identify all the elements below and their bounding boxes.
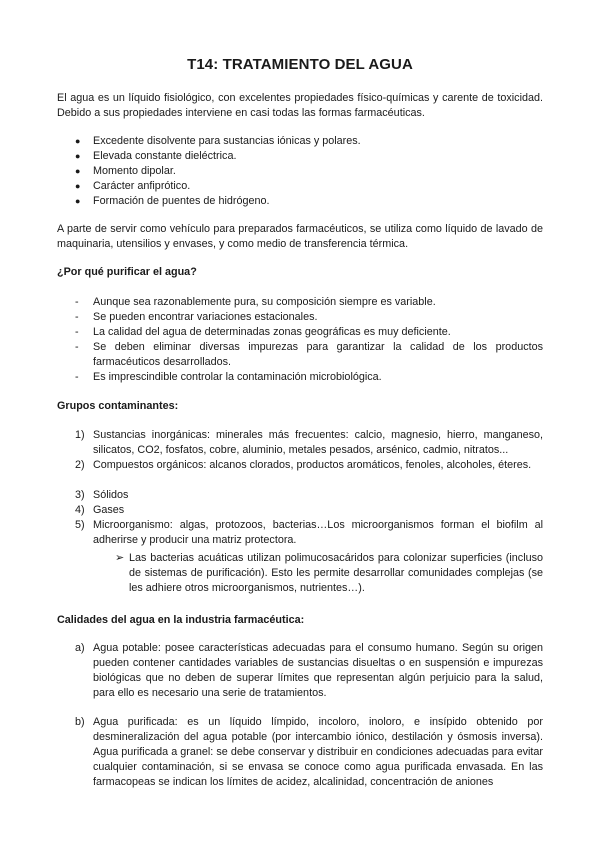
section-heading-why: ¿Por qué purificar el agua? xyxy=(57,266,197,278)
list-item: Carácter anfiprótico. xyxy=(93,180,191,192)
list-item: Aunque sea razonablemente pura, su composición siempre es variable. xyxy=(93,296,436,308)
page-title: T14: TRATAMIENTO DEL AGUA xyxy=(187,56,413,73)
bullet-icon: ● xyxy=(75,151,81,161)
dash-marker: - xyxy=(75,341,79,353)
section-heading-groups: Grupos contaminantes: xyxy=(57,400,179,412)
bullet-icon: ● xyxy=(75,166,81,176)
list-item: La calidad del agua de determinadas zonas geográficas es muy deficiente. xyxy=(93,326,451,338)
list-item: Excedente disolvente para sustancias iónicas y polares. xyxy=(93,135,361,147)
list-item: Agua potable: posee características adecuadas para el consumo humano. Según su origen pueden contener cantidades variables de sustancias disueltas o en suspensión e impurezas biológicas que no deben de superar límites que representan algún perjuicio para la salud, para ello es necesario una serie de tratamientos. xyxy=(93,642,543,699)
list-item: Sustancias inorgánicas: minerales más frecuentes: calcio, magnesio, hierro, manganeso, silicatos, CO2, fosfatos, cobre, aluminio, metales pesados, arsénico, cadmio, nitratos... xyxy=(93,429,543,456)
arrow-bullet-icon: ➢ xyxy=(115,552,125,564)
number-marker: 5) xyxy=(75,519,85,531)
letter-marker: a) xyxy=(75,642,85,654)
number-marker: 3) xyxy=(75,489,85,501)
bullet-icon: ● xyxy=(75,196,81,206)
number-marker: 1) xyxy=(75,429,85,441)
uses-paragraph: A parte de servir como vehículo para preparados farmacéuticos, se utiliza como líquido de lavado de maquinaria, utensilios y envases, y como medio de transferencia térmica. xyxy=(57,223,543,250)
dash-marker: - xyxy=(75,311,79,323)
dash-marker: - xyxy=(75,296,79,308)
bullet-icon: ● xyxy=(75,181,81,191)
bullet-icon: ● xyxy=(75,136,81,146)
list-item: Se deben eliminar diversas impurezas para garantizar la calidad de los productos farmacéuticos desarrollados. xyxy=(93,341,543,368)
list-item: Elevada constante dieléctrica. xyxy=(93,150,237,162)
intro-paragraph: El agua es un líquido fisiológico, con excelentes propiedades físico-químicas y carente de toxicidad. Debido a sus propiedades interviene en casi todas las formas farmacéuticas. xyxy=(57,92,543,119)
list-item: Es imprescindible controlar la contaminación microbiológica. xyxy=(93,371,382,383)
number-marker: 2) xyxy=(75,459,85,471)
list-item: Formación de puentes de hidrógeno. xyxy=(93,195,270,207)
section-heading-quality: Calidades del agua en la industria farmacéutica: xyxy=(57,614,305,626)
letter-marker: b) xyxy=(75,716,85,728)
list-item: Compuestos orgánicos: alcanos clorados, productos aromáticos, fenoles, alcoholes, éteres. xyxy=(93,459,532,471)
list-item: Gases xyxy=(93,504,125,516)
list-item: Sólidos xyxy=(93,489,129,501)
number-marker: 4) xyxy=(75,504,85,516)
list-item: Agua purificada: es un líquido límpido, incoloro, inoloro, e insípido obtenido por desmineralización del agua potable (por intercambio iónico, destilación y ósmosis inversa). Agua purificada a granel: se debe conservar y distribuir en condiciones adecuadas para evitar cualquier contaminación, si se envasa se conoce como agua purificada envasada. En las farmacopeas se indican los límites de acidez, alcalinidad, concentración de aniones xyxy=(93,716,543,788)
list-item: Momento dipolar. xyxy=(93,165,176,177)
sub-list-item: Las bacterias acuáticas utilizan polimucosacáridos para colonizar superficies (incluso de sistemas de purificación). Esto les permite desarrollar comunidades complejas (se les adhiere otros microorganismos, nutrientes…). xyxy=(129,552,543,594)
list-item: Se pueden encontrar variaciones estacionales. xyxy=(93,311,318,323)
dash-marker: - xyxy=(75,326,79,338)
list-item: Microorganismo: algas, protozoos, bacterias…Los microorganismos forman el biofilm al adherirse y producir una matriz protectora. xyxy=(93,519,543,546)
dash-marker: - xyxy=(75,371,79,383)
